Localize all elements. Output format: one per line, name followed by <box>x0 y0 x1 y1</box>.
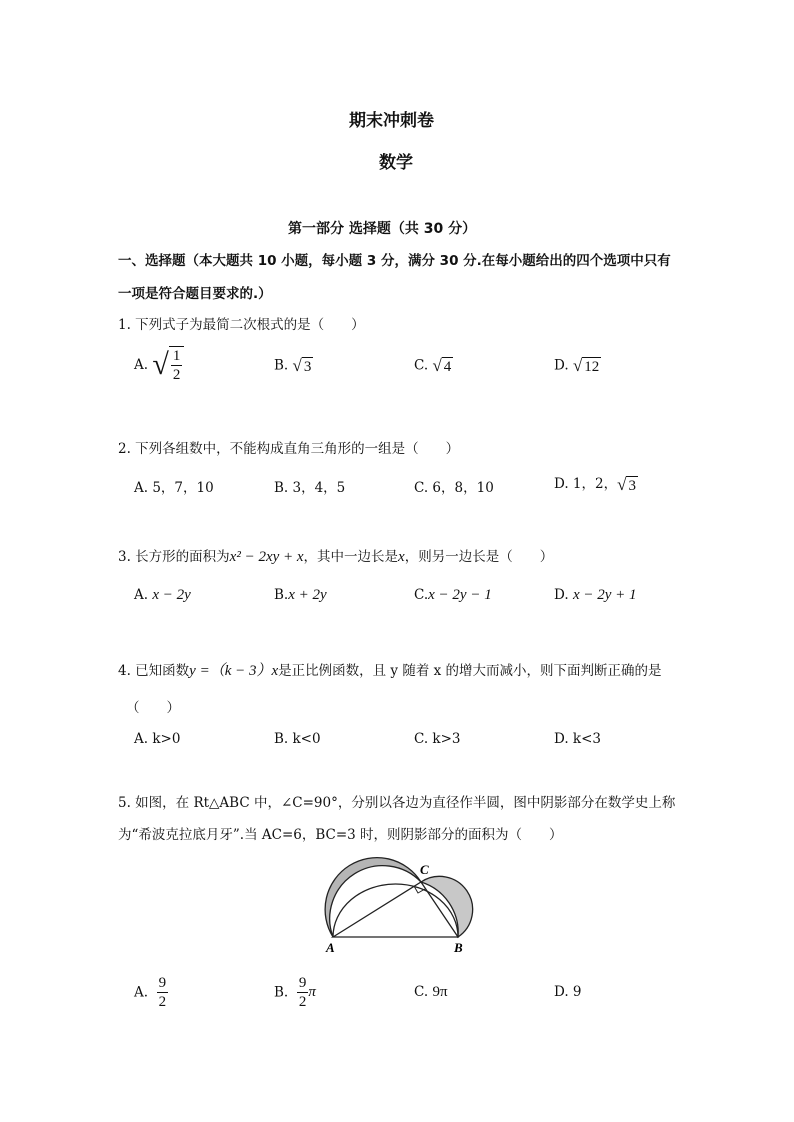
part-heading: 第一部分 选择题（共 30 分） <box>288 221 477 237</box>
q5-option-d[interactable]: D. 9 <box>554 984 582 1000</box>
section-instruction-line1: 一、选择题（本大题共 10 小题，每小题 3 分，满分 30 分.在每小题给出的四个选项中只有 <box>118 253 671 269</box>
q3-stem: 3. 长方形的面积为x² − 2xy + x，其中一边长是x，则另一边长是（ ） <box>118 549 554 565</box>
q1-option-b[interactable] <box>274 356 313 376</box>
hippocrates-lunes-figure <box>320 850 490 960</box>
sqrt-expression: √ 4 <box>432 356 452 375</box>
label-b: B <box>454 940 463 955</box>
q4-stem: 4. 已知函数y =（k − 3）x是正比例函数，且 y 随着 x 的增大而减小，则下面判断正确的是 <box>118 663 662 679</box>
q2-option-b[interactable]: B. 3，4，5 <box>274 480 346 496</box>
section-instruction-line2: 一项是符合题目要求的.） <box>118 286 272 302</box>
q4-option-b[interactable]: B. k<0 <box>274 731 321 747</box>
q5-option-a[interactable]: A. $\frac{9}{2}$ <box>134 975 167 1010</box>
q4-option-c[interactable]: C. k>3 <box>414 731 461 747</box>
math-expression: y =（k − 3）x <box>189 663 279 679</box>
option-label: A. <box>134 357 149 373</box>
option-label: D. 1，2， <box>554 476 618 492</box>
option-label: C. <box>414 357 429 374</box>
q1-option-a[interactable] <box>134 346 184 384</box>
option-label: D. <box>554 357 569 374</box>
q3-option-a[interactable]: A. x − 2y <box>134 587 191 603</box>
lune-ac <box>325 858 421 937</box>
q2-option-d[interactable] <box>554 472 638 495</box>
q1-option-c[interactable] <box>414 356 453 376</box>
math-expression: x² − 2xy + x <box>229 549 304 565</box>
q2-option-c[interactable]: C. 6，8，10 <box>414 480 494 496</box>
sqrt-expression: √ $\frac{1}{2}$ <box>152 346 184 384</box>
sqrt-expression: √ 3 <box>617 474 636 494</box>
q4-stem-line2: （ ） <box>126 700 180 716</box>
q5-stem-line2: 为“希波克拉底月牙”.当 AC=6，BC=3 时，则阴影部分的面积为（ ） <box>118 827 563 843</box>
label-c: C <box>420 862 429 877</box>
label-a: A <box>326 940 335 955</box>
q1-stem: 1. 下列式子为最简二次根式的是（ ） <box>118 317 365 333</box>
page-title: 期末冲刺卷 <box>349 111 434 131</box>
option-label: B. <box>274 357 289 374</box>
q4-option-d[interactable]: D. k<3 <box>554 731 602 747</box>
q5-option-b[interactable]: B. $\frac{9}{2}$ π <box>274 975 316 1010</box>
q1-option-d[interactable] <box>554 356 601 376</box>
q2-option-a[interactable]: A. 5，7，10 <box>134 480 214 496</box>
sqrt-expression: √ 12 <box>572 356 600 375</box>
q3-option-d[interactable]: D. x − 2y + 1 <box>554 587 637 603</box>
q5-stem-line1: 5. 如图，在 Rt△ABC 中，∠C=90°，分别以各边为直径作半圆，图中阴影部分在数学史上称 <box>118 795 676 811</box>
page-subtitle: 数学 <box>379 153 413 173</box>
q4-option-a[interactable]: A. k>0 <box>134 731 181 747</box>
q3-option-b[interactable]: B.x + 2y <box>274 587 327 603</box>
q5-option-c[interactable]: C. 9π <box>414 984 448 1000</box>
q2-stem: 2. 下列各组数中，不能构成直角三角形的一组是（ ） <box>118 441 460 457</box>
q3-option-c[interactable]: C.x − 2y − 1 <box>414 587 492 603</box>
sqrt-expression: √ 3 <box>292 356 312 375</box>
